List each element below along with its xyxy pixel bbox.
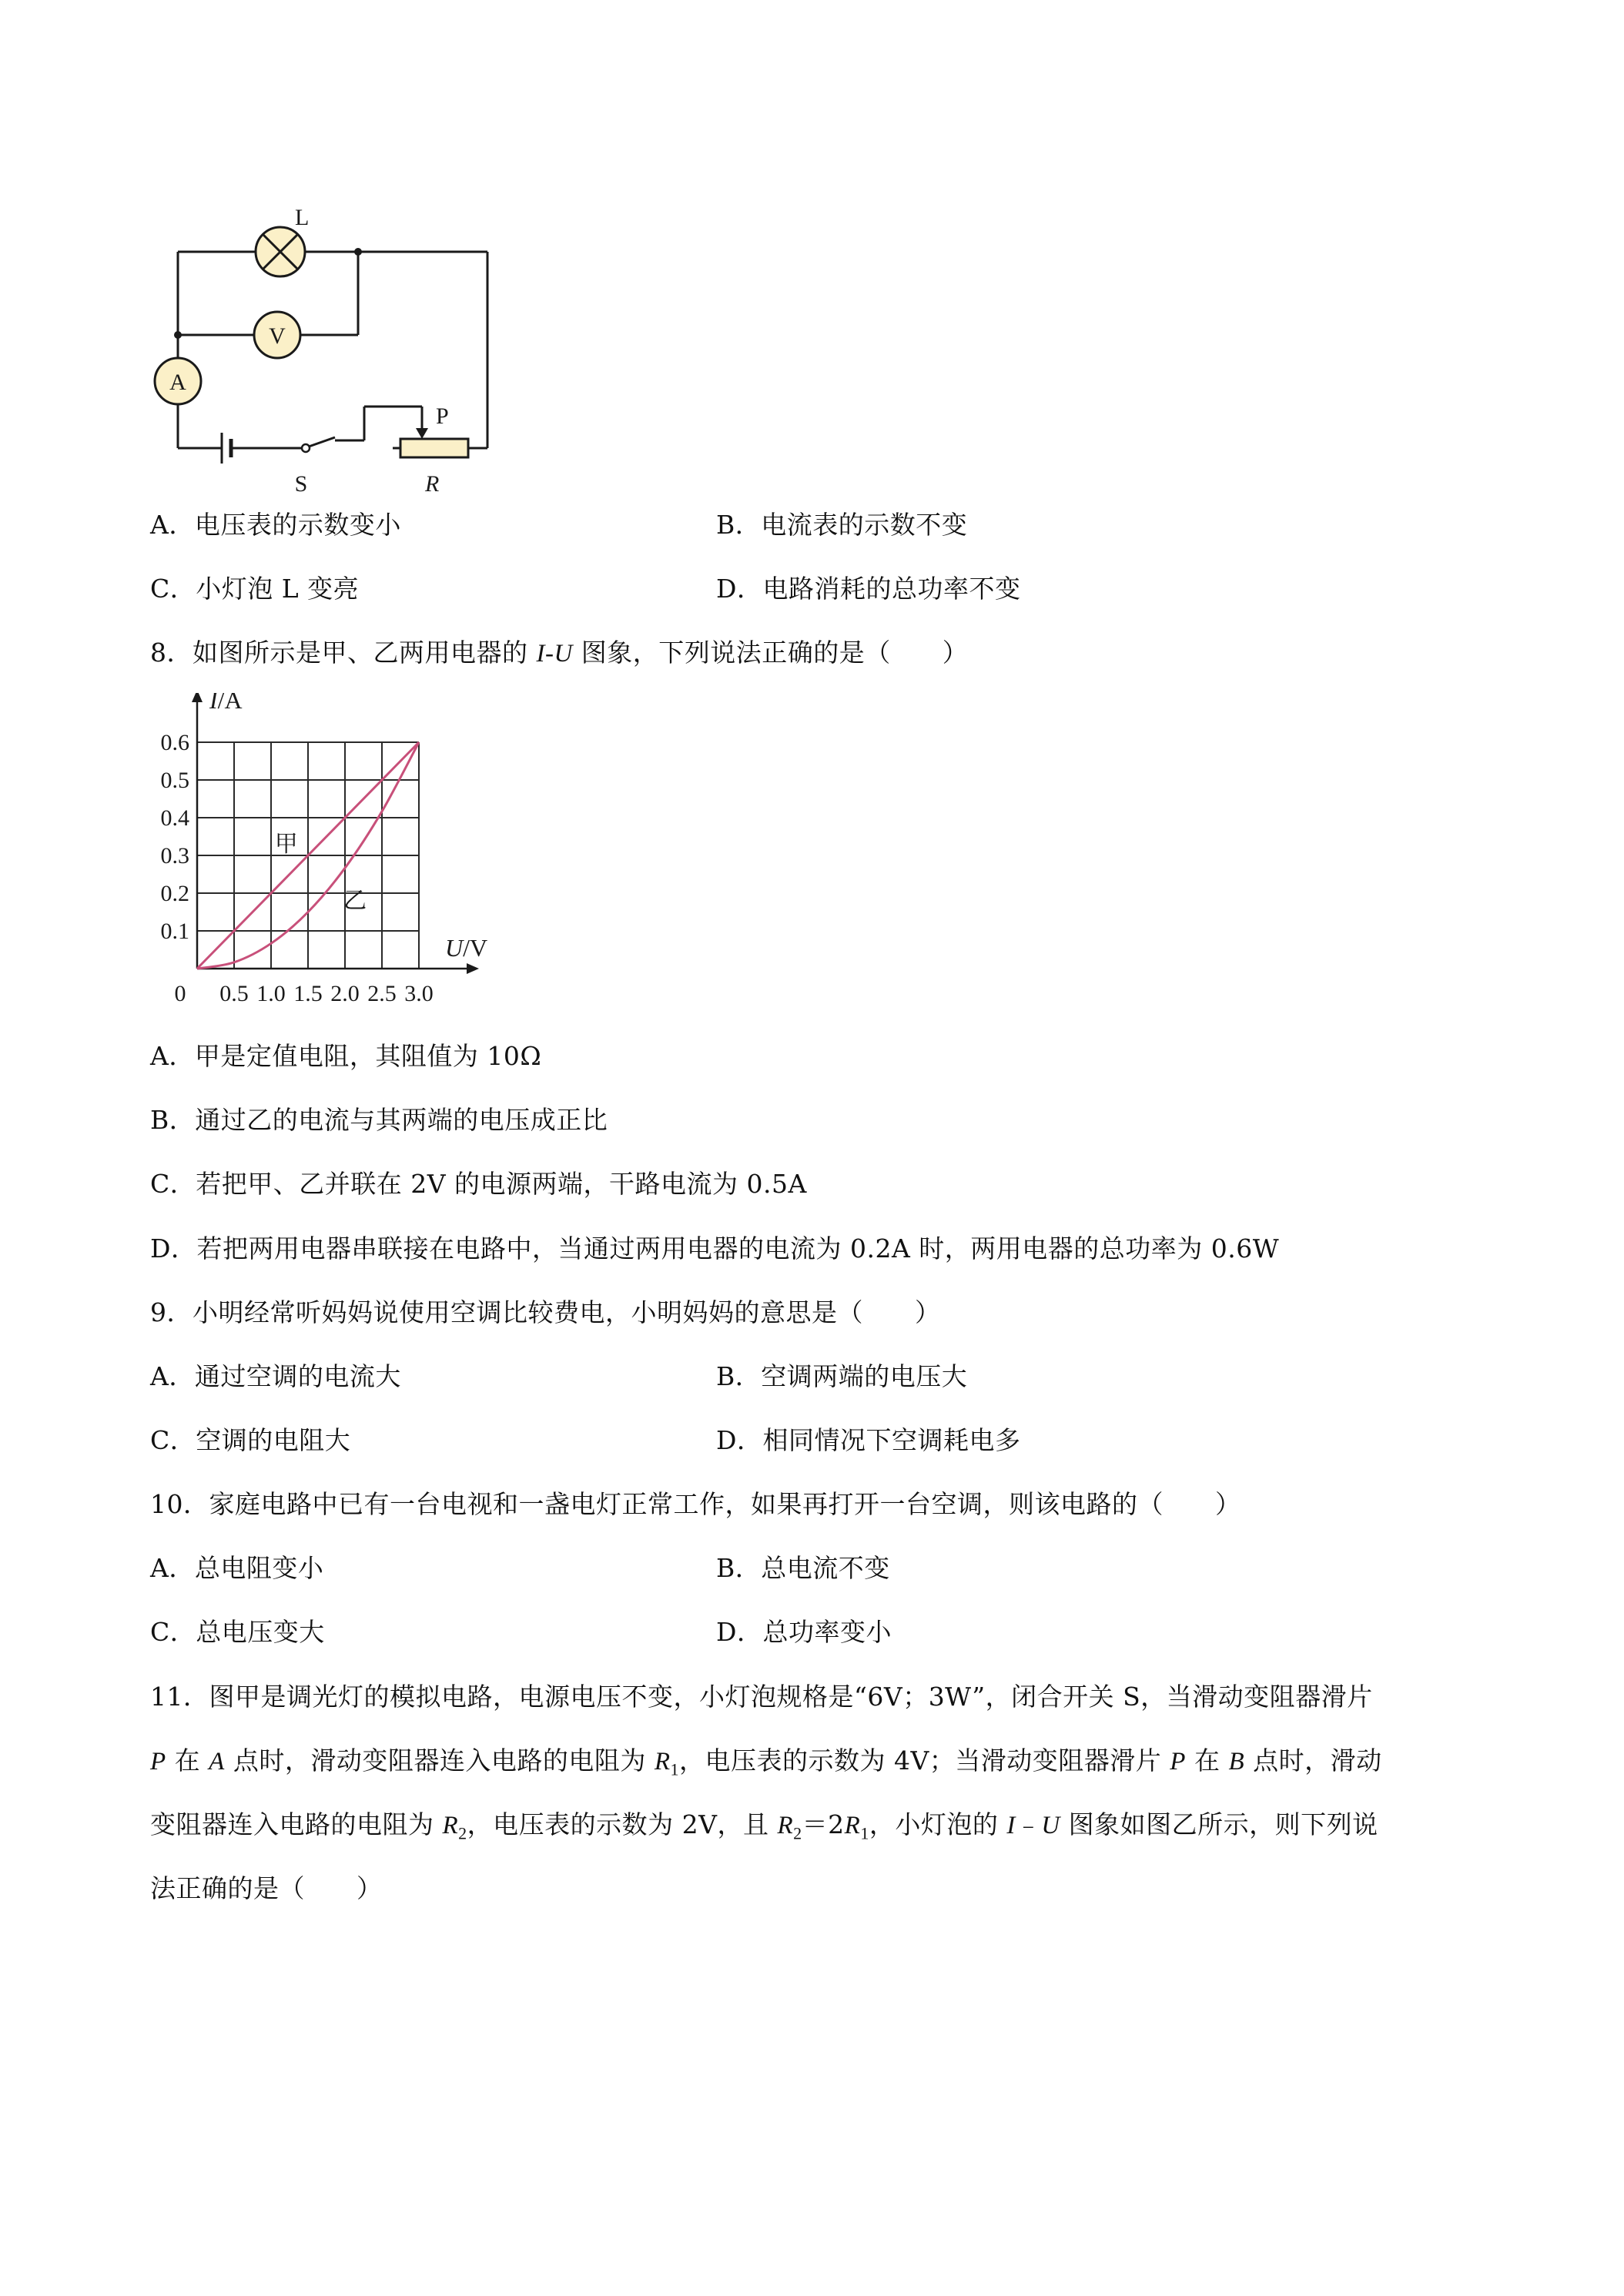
var-p: P xyxy=(150,1748,166,1776)
subscript: 1 xyxy=(860,1823,869,1843)
q10-option-d xyxy=(716,1615,892,1649)
option-key: C． xyxy=(150,1617,196,1647)
option-key: D． xyxy=(716,1425,763,1455)
option-key: B． xyxy=(150,1105,196,1135)
option-key: A． xyxy=(150,1041,195,1071)
var-a: A xyxy=(209,1748,225,1776)
slider-arrow xyxy=(416,407,428,439)
y-tick-label: 0.4 xyxy=(160,805,189,831)
q10-stem: 10．家庭电路中已有一台电视和一盏电灯正常工作，如果再打开一台空调，则该电路的（ ） xyxy=(150,1489,1241,1519)
option-text: 总电压变大 xyxy=(196,1617,325,1647)
q8-stem xyxy=(150,636,968,671)
option-text: 电压表的示数变小 xyxy=(194,510,401,540)
q7-option-c xyxy=(150,572,359,606)
option-text: 总电阻变小 xyxy=(194,1553,324,1583)
option-key: B． xyxy=(716,510,762,540)
q11-line-2 xyxy=(150,1744,1382,1787)
q7-option-b xyxy=(716,508,967,542)
var-r: R xyxy=(844,1812,861,1839)
y-tick-label: 0.5 xyxy=(160,768,189,793)
option-text: 空调两端的电压大 xyxy=(761,1361,968,1391)
text-run: ，电压表的示数为 4V；当滑动变阻器滑片 xyxy=(678,1745,1170,1776)
option-text: 通过乙的电流与其两端的电压成正比 xyxy=(195,1105,608,1135)
var-r: R xyxy=(777,1812,794,1839)
x-tick-label: 2.0 xyxy=(330,981,360,1006)
x-tick-label: 2.5 xyxy=(367,981,397,1006)
lamp-symbol xyxy=(256,227,305,276)
option-text: 电流表的示数不变 xyxy=(761,510,968,540)
circuit-diagram xyxy=(139,192,524,500)
option-key: D． xyxy=(716,574,763,604)
q9-stem: 9．小明经常听妈妈说使用空调比较费电，小明妈妈的意思是（ ） xyxy=(150,1297,941,1327)
text-run: ，电压表的示数为 2V，且 xyxy=(467,1809,778,1839)
option-key: A． xyxy=(150,1553,195,1583)
text-run: 图象如图乙所示，则下列说 xyxy=(1060,1809,1378,1839)
q8-option-a xyxy=(150,1039,541,1073)
text-run: 点时，滑动变阻器连入电路的电阻为 xyxy=(224,1745,655,1776)
q10-option-b xyxy=(716,1551,890,1585)
q11-line-1: 11．图甲是调光灯的模拟电路，电源电压不变，小灯泡规格是“6V；3W”，闭合开关 S，当滑动变阻器滑片 xyxy=(150,1682,1373,1712)
option-text: 电路消耗的总功率不变 xyxy=(762,574,1021,604)
stem-variable: I-U xyxy=(536,640,573,668)
y-tick-label: 0.3 xyxy=(160,843,189,869)
var-p: P xyxy=(1170,1748,1186,1776)
var-r: R xyxy=(654,1748,671,1776)
ammeter-label: A xyxy=(169,370,186,395)
subscript: 1 xyxy=(670,1759,679,1779)
slider-label: P xyxy=(436,403,449,429)
q11-line-3 xyxy=(150,1808,1378,1851)
option-key: C． xyxy=(150,574,196,604)
q11-line-4: 法正确的是（ ） xyxy=(150,1873,383,1903)
q10-option-c xyxy=(150,1615,325,1649)
option-text: 若把两用电器串联接在电路中，当通过两用电器的电流为 0.2A 时，两用电器的总功率为 0.6W xyxy=(196,1233,1280,1263)
origin-label: 0 xyxy=(174,981,186,1006)
var-i: I xyxy=(1006,1812,1016,1839)
q9-option-a xyxy=(150,1360,401,1394)
battery-symbol xyxy=(222,433,231,464)
junction-dot-left xyxy=(174,331,182,339)
rheostat-label: R xyxy=(425,471,440,497)
voltmeter-label: V xyxy=(269,323,286,349)
q9-option-d xyxy=(716,1424,1020,1458)
option-key: B． xyxy=(716,1553,762,1583)
option-text: 空调的电阻大 xyxy=(196,1425,351,1455)
text-run: ，小灯泡的 xyxy=(869,1809,1007,1839)
q7-option-d xyxy=(716,572,1020,606)
option-key: D． xyxy=(150,1233,197,1263)
y-tick-label: 0.6 xyxy=(160,730,189,755)
series-label-jia: 甲 xyxy=(274,832,298,858)
text-run: 点时，滑动 xyxy=(1244,1745,1382,1776)
option-text: 通过空调的电流大 xyxy=(194,1361,401,1391)
var-u: U xyxy=(1041,1812,1060,1839)
y-tick-label: 0.2 xyxy=(160,881,189,906)
option-text: 小灯泡 L 变亮 xyxy=(196,574,360,604)
y-axis-title: I/A xyxy=(209,693,243,714)
option-text: 若把甲、乙并联在 2V 的电源两端，干路电流为 0.5A xyxy=(196,1169,807,1199)
lamp-label: L xyxy=(295,205,310,230)
y-axis-arrow xyxy=(192,693,203,702)
x-axis-arrow xyxy=(467,963,479,974)
q8-option-d xyxy=(150,1232,1279,1266)
q8-option-c xyxy=(150,1167,807,1201)
q7-option-a xyxy=(150,508,401,542)
q9-option-c xyxy=(150,1424,350,1458)
var-b: B xyxy=(1228,1748,1245,1776)
x-axis-title: U/V xyxy=(445,934,488,962)
option-text: 甲是定值电阻，其阻值为 10Ω xyxy=(194,1041,542,1071)
y-tick-label: 0.1 xyxy=(160,919,189,944)
rheostat-symbol xyxy=(400,439,468,457)
option-key: D． xyxy=(716,1617,763,1647)
iu-chart xyxy=(146,693,508,1024)
q10-option-a xyxy=(150,1551,323,1585)
text-run: 在 xyxy=(1185,1745,1229,1776)
switch-symbol xyxy=(302,437,335,452)
option-key: C． xyxy=(150,1169,196,1199)
option-key: C． xyxy=(150,1425,196,1455)
q8-option-b xyxy=(150,1103,608,1137)
switch-label: S xyxy=(294,471,308,497)
text-run: 变阻器连入电路的电阻为 xyxy=(150,1809,443,1839)
option-text: 总电流不变 xyxy=(761,1553,890,1583)
var-r: R xyxy=(442,1812,459,1839)
subscript: 2 xyxy=(458,1823,467,1843)
x-tick-label: 0.5 xyxy=(219,981,249,1006)
option-key: A． xyxy=(150,510,195,540)
x-tick-label: 3.0 xyxy=(404,981,434,1006)
x-tick-label: 1.0 xyxy=(256,981,286,1006)
subscript: 2 xyxy=(793,1823,802,1843)
series-label-yi: 乙 xyxy=(343,888,367,914)
q9-option-b xyxy=(716,1360,967,1394)
stem-text: 8．如图所示是甲、乙两用电器的 xyxy=(150,638,537,668)
option-text: 总功率变小 xyxy=(762,1617,892,1647)
junction-dot-top xyxy=(354,248,362,256)
option-text: 相同情况下空调耗电多 xyxy=(762,1425,1021,1455)
text-run: ＝2 xyxy=(802,1809,845,1839)
x-tick-label: 1.5 xyxy=(293,981,323,1006)
option-key: A． xyxy=(150,1361,195,1391)
stem-text: 图象，下列说法正确的是（ ） xyxy=(572,638,969,668)
text-run: ﹣ xyxy=(1015,1809,1042,1839)
text-run: 在 xyxy=(166,1745,209,1776)
option-key: B． xyxy=(716,1361,762,1391)
